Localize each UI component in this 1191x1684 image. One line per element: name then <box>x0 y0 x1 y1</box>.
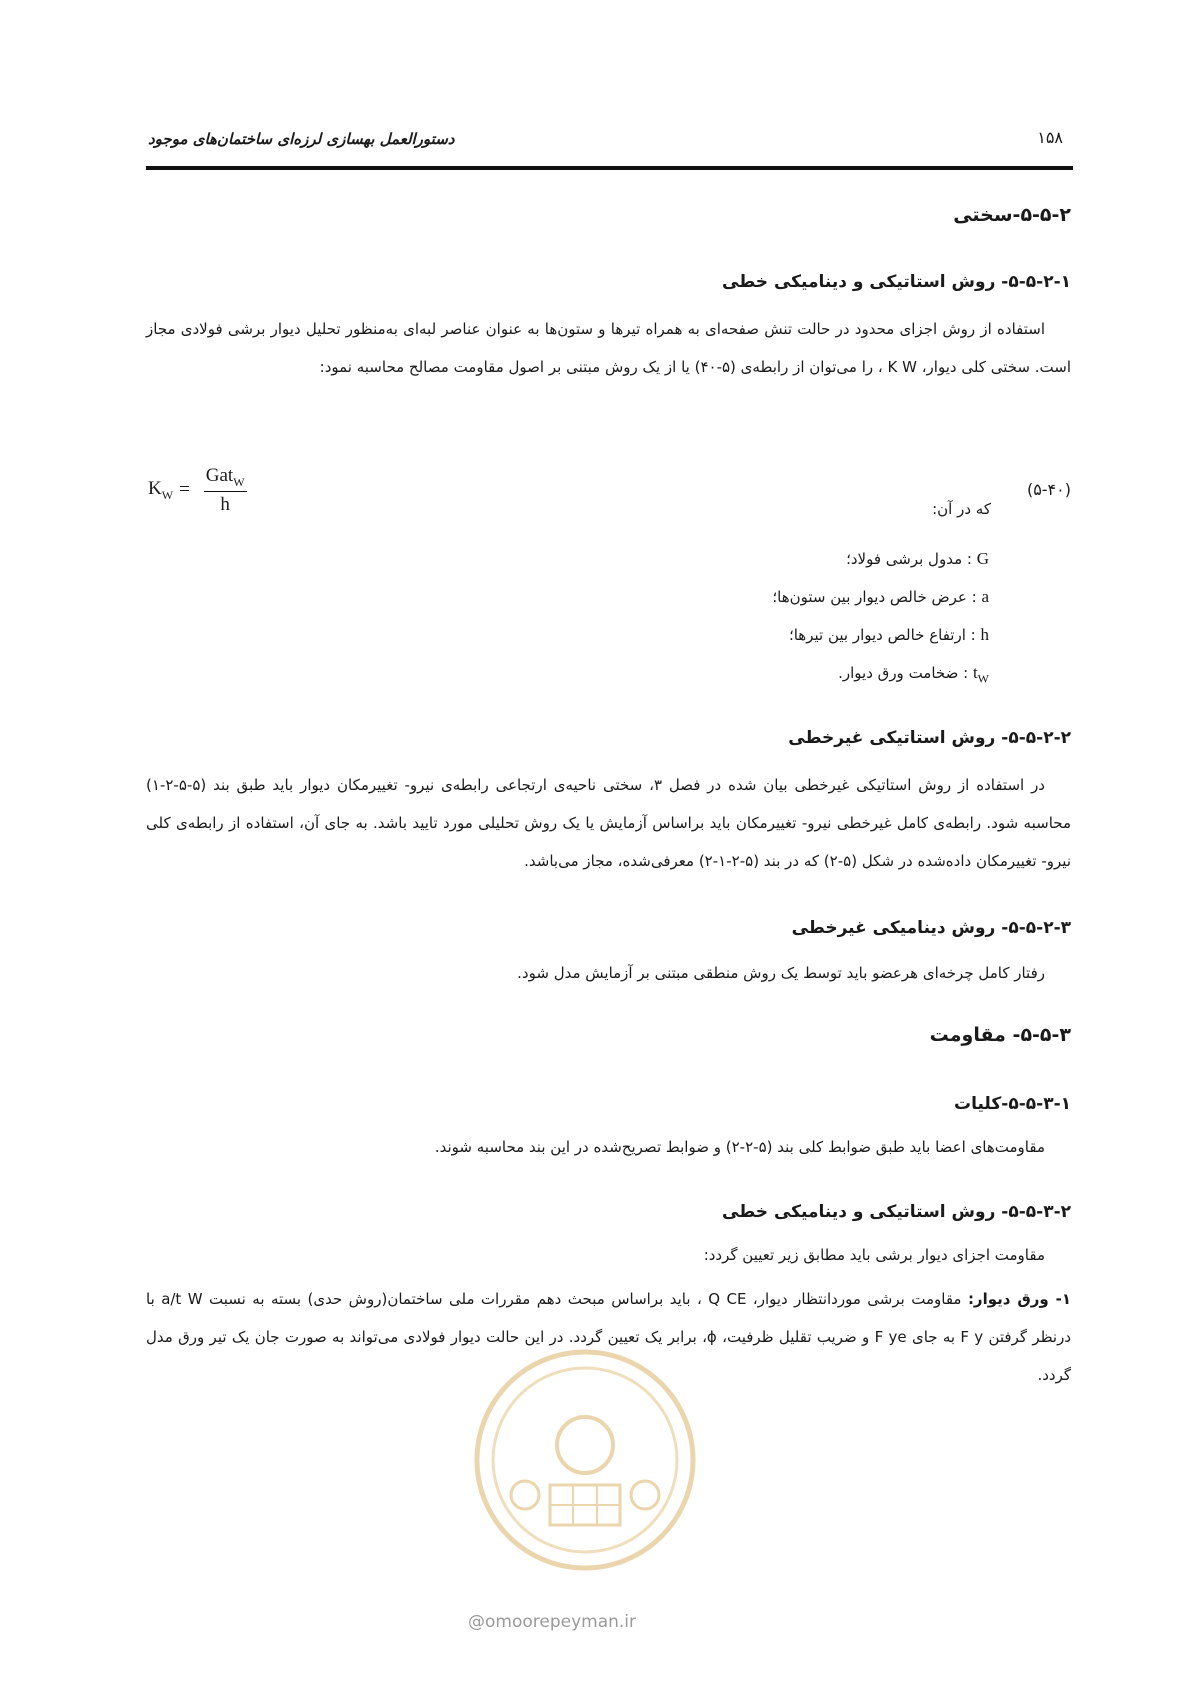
definition-item: h : ارتفاع خالص دیوار بین تیرها؛ <box>788 625 989 644</box>
equation-number: (۵-۴۰) <box>1026 480 1071 499</box>
section-heading-stiffness: ۵-۵-۲-سختی <box>953 204 1071 226</box>
seal-watermark-icon <box>470 1345 700 1575</box>
wall-plate-label: ۱- ورق دیوار: <box>967 1290 1071 1308</box>
subsection-heading-linear: ۵-۵-۲-۱- روش استاتیکی و دینامیکی خطی <box>722 272 1071 292</box>
page-number: ۱۵۸ <box>1037 128 1063 147</box>
section-heading-strength: ۵-۵-۳- مقاومت <box>929 1024 1071 1046</box>
subsection-heading-strength-linear: ۵-۵-۳-۲- روش استاتیکی و دینامیکی خطی <box>722 1202 1071 1222</box>
paragraph-general: مقاومت‌های اعضا باید طبق ضوابط کلی بند (۵-۲-۲) و ضوابط تصریح‌شده در این بند محاسبه شوند. <box>434 1138 1045 1156</box>
subsection-heading-general: ۵-۵-۳-۱-کلیات <box>954 1094 1071 1114</box>
paragraph-strength-intro: مقاومت اجزای دیوار برشی باید مطابق زیر تعیین گردد: <box>703 1246 1045 1264</box>
equation-kw: $K_W$ = $\frac{Gat_W}{h}$ <box>148 465 245 515</box>
running-header-title: دستورالعمل بهسازی لرزه‌ای ساختمان‌های موجود <box>148 130 455 148</box>
paragraph-nonlinear-dynamic: رفتار کامل چرخه‌ای هرعضو باید توسط یک روش منطقی مبتنی بر آزمایش مدل شود. <box>517 964 1045 982</box>
watermark-text: @omoorepeyman.ir <box>468 1612 637 1632</box>
equation-fraction: $\frac{Gat_W}{h}$ <box>205 465 245 515</box>
subsection-heading-nonlinear-static: ۵-۵-۲-۲- روش استاتیکی غیرخطی <box>788 728 1071 748</box>
definitions-list <box>772 540 989 697</box>
definition-item: G : مدول برشی فولاد؛ <box>846 549 989 568</box>
wall-plate-text: مقاومت برشی موردانتظار دیوار، Q CE ، باید براساس مبحث دهم مقررات ملی ساختمان(روش حدی) بسته به نسبت a/t W با درنظر گرفتن F y به جای F ye و ضریب تقلیل ظرفیت، ϕ، برابر یک تعیین گردد. در این حالت دیوار فولادی می‌تواند به صورت جان یک تیر ورق مدل گردد. <box>146 1290 1072 1384</box>
paragraph-linear: استفاده از روش اجزای محدود در حالت تنش صفحه‌ای به همراه تیرها و ستون‌ها به عنوان عناصر لبه‌ای به‌منظور تحلیل دیوار برشی فولادی مجاز است. سختی کلی دیوار، K W ، را می‌توان از رابطه‌ی (۵-۴۰) یا از یک روش مبتنی بر اصول مقاومت مصالح محاسبه نمود: <box>146 320 1071 376</box>
header-rule <box>146 166 1073 170</box>
where-label: که در آن: <box>932 500 991 518</box>
equation-lhs: $K_W$ <box>148 478 174 502</box>
subsection-heading-nonlinear-dynamic: ۵-۵-۲-۳- روش دینامیکی غیرخطی <box>791 918 1071 938</box>
definition-item: $t_W$ : ضخامت ورق دیوار. <box>838 663 989 686</box>
definition-item: a : عرض خالص دیوار بین ستون‌ها؛ <box>772 587 989 606</box>
paragraph-nonlinear-static: در استفاده از روش استاتیکی غیرخطی بیان شده در فصل ۳، سختی ناحیه‌ی ارتجاعی رابطه‌ی نیرو- تغییرمکان دیوار باید طبق بند (۵-۵-۲-۱) محاسبه شود. رابطه‌ی کامل غیرخطی نیرو- تغییرمکان باید براساس آزمایش یا یک روش تحلیلی مورد تایید باشد. به جای آن، استفاده از رابطه‌ی کلی نیرو- تغییرمکان داده‌شده در شکل (۵-۲) که در بند (۵-۲-۱-۲) معرفی‌شده، مجاز می‌باشد. <box>146 776 1071 870</box>
